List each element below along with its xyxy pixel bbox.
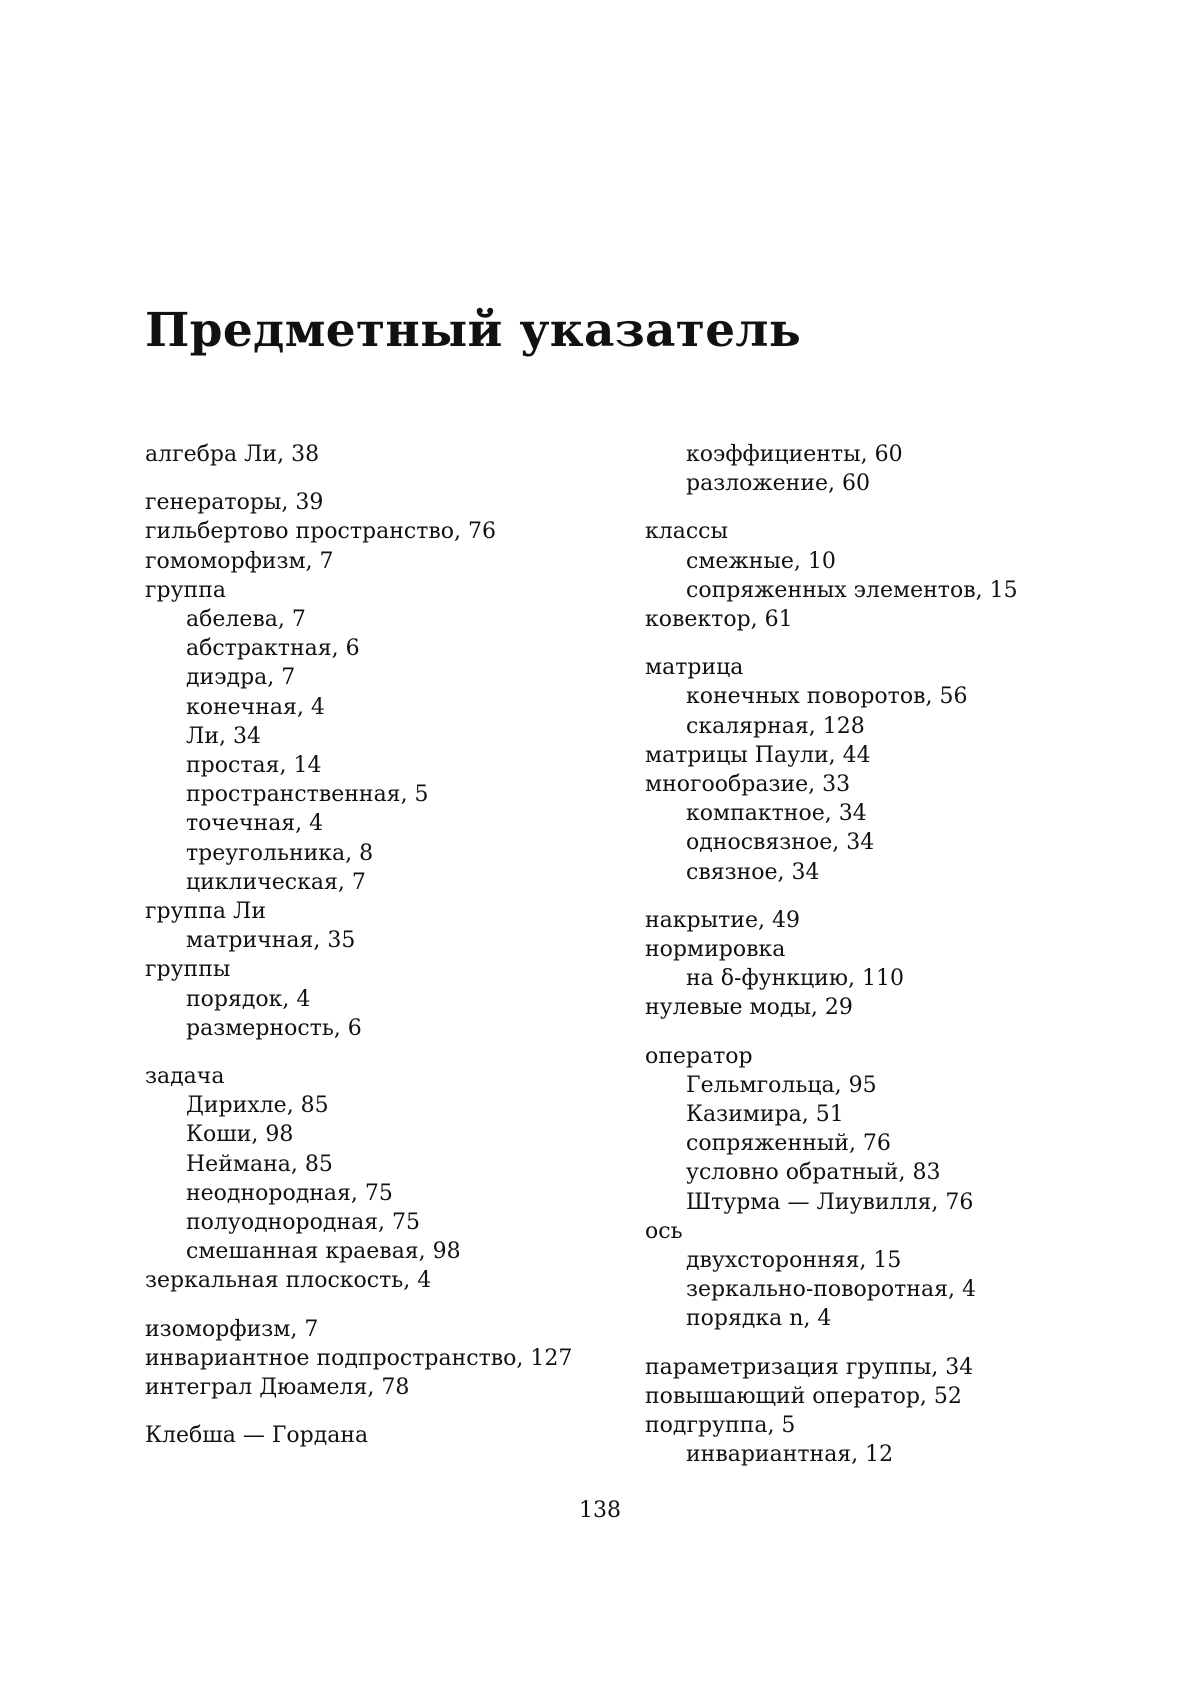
index-entry: алгебра Ли, 38 bbox=[145, 442, 320, 467]
index-subentry: Неймана, 85 bbox=[186, 1151, 333, 1177]
index-subentry: скалярная, 128 bbox=[686, 713, 865, 739]
index-entry: гильбертово пространство, 76 bbox=[145, 519, 496, 545]
index-entry: группы bbox=[145, 957, 231, 983]
index-subentry: диэдра, 7 bbox=[186, 665, 296, 691]
index-subentry: разложение, 60 bbox=[686, 471, 871, 497]
index-entry: интеграл Дюамеля, 78 bbox=[145, 1375, 410, 1401]
index-subentry: Коши, 98 bbox=[186, 1122, 294, 1148]
index-entry: гомоморфизм, 7 bbox=[145, 548, 334, 574]
index-entry: нормировка bbox=[645, 937, 786, 963]
index-subentry: смежные, 10 bbox=[686, 548, 836, 574]
index-entry: оператор bbox=[645, 1043, 753, 1069]
index-subentry: коэффициенты, 60 bbox=[686, 442, 903, 467]
index-subentry: порядка n, 4 bbox=[686, 1306, 832, 1332]
page-title: Предметный указатель bbox=[145, 303, 802, 358]
index-entry: подгруппа, 5 bbox=[645, 1413, 796, 1439]
index-entry: накрытие, 49 bbox=[645, 907, 800, 933]
index-entry: нулевые моды, 29 bbox=[645, 995, 853, 1021]
index-subentry: неоднородная, 75 bbox=[186, 1180, 393, 1206]
index-entry: Клебша — Гордана bbox=[145, 1423, 369, 1449]
index-subentry: сопряженных элементов, 15 bbox=[686, 577, 1018, 603]
index-entry: матрица bbox=[645, 655, 744, 681]
index-column-left bbox=[145, 440, 625, 1451]
index-subentry: Гельмгольца, 95 bbox=[686, 1072, 877, 1098]
index-entry: многообразие, 33 bbox=[645, 772, 851, 798]
index-subentry: простая, 14 bbox=[186, 753, 322, 779]
index-entry: изоморфизм, 7 bbox=[145, 1316, 319, 1342]
index-subentry: Казимира, 51 bbox=[686, 1102, 844, 1128]
index-subentry: конечных поворотов, 56 bbox=[686, 684, 968, 710]
index-subentry: абелева, 7 bbox=[186, 607, 306, 633]
index-entry: зеркальная плоскость, 4 bbox=[145, 1268, 432, 1294]
index-entry: ковектор, 61 bbox=[645, 607, 793, 633]
page-number: 138 bbox=[579, 1498, 621, 1523]
index-subentry: компактное, 34 bbox=[686, 801, 867, 827]
index-subentry: односвязное, 34 bbox=[686, 830, 875, 856]
index-subentry: двухсторонняя, 15 bbox=[686, 1248, 902, 1274]
index-subentry: порядок, 4 bbox=[186, 986, 311, 1012]
index-entry: генераторы, 39 bbox=[145, 490, 324, 516]
index-subentry: связное, 34 bbox=[686, 859, 820, 885]
index-subentry: на δ-функцию, 110 bbox=[686, 966, 904, 992]
index-subentry: размерность, 6 bbox=[186, 1015, 362, 1041]
index-entry: группа Ли bbox=[145, 899, 267, 925]
index-entry: ось bbox=[645, 1218, 683, 1244]
index-subentry: треугольника, 8 bbox=[186, 840, 374, 866]
index-subentry: Дирихле, 85 bbox=[186, 1093, 329, 1119]
index-subentry: конечная, 4 bbox=[186, 694, 325, 720]
index-subentry: абстрактная, 6 bbox=[186, 636, 360, 662]
index-subentry: точечная, 4 bbox=[186, 811, 324, 837]
index-subentry: полуоднородная, 75 bbox=[186, 1210, 421, 1236]
index-subentry: Ли, 34 bbox=[186, 723, 262, 749]
index-subentry: зеркально-поворотная, 4 bbox=[686, 1277, 976, 1303]
index-subentry: пространственная, 5 bbox=[186, 782, 429, 808]
index-entry: задача bbox=[145, 1064, 225, 1090]
index-subentry: условно обратный, 83 bbox=[686, 1160, 941, 1186]
index-subentry: инвариантная, 12 bbox=[686, 1442, 894, 1468]
index-subentry: циклическая, 7 bbox=[186, 869, 366, 895]
index-subentry: матричная, 35 bbox=[186, 928, 356, 954]
index-entry: повышающий оператор, 52 bbox=[645, 1383, 962, 1409]
index-entry: матрицы Паули, 44 bbox=[645, 742, 871, 768]
index-entry: параметризация группы, 34 bbox=[645, 1354, 974, 1380]
index-subentry: Штурма — Лиувилля, 76 bbox=[686, 1189, 974, 1215]
index-subentry: сопряженный, 76 bbox=[686, 1131, 891, 1157]
index-column-right bbox=[645, 440, 1165, 1470]
index-subentry: смешанная краевая, 98 bbox=[186, 1239, 461, 1265]
index-entry: классы bbox=[645, 519, 728, 545]
index-entry: инвариантное подпространство, 127 bbox=[145, 1345, 573, 1371]
index-entry: группа bbox=[145, 577, 226, 603]
